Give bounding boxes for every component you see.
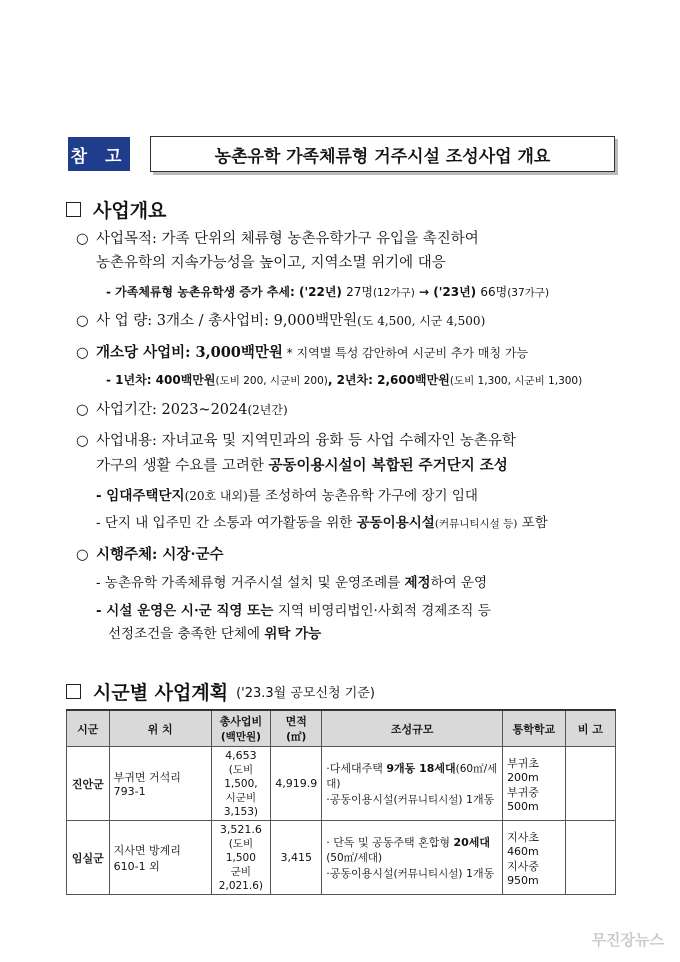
operator-subitem-management: - 시설 운영은 시·군 직영 또는 지역 비영리법인·사회적 경제조직 등 <box>96 603 491 619</box>
cell-location: 부귀면 거석리 793-1 <box>109 747 211 821</box>
cell-region: 진안군 <box>67 747 110 821</box>
header-budget: 총사업비 (백만원) <box>211 710 271 747</box>
trend-subitem: - 가족체류형 농촌유학생 증가 추세: ('22년) 27명(12가구) → ('23년) 66명(37가구) <box>106 285 550 299</box>
section-note: ('23.3월 공모신청 기준) <box>236 686 375 701</box>
cell-scale: · 단독 및 공동주택 혼합형 20세대(50㎡/세대) ·공동이용시설(커뮤니티시설) 1개동 <box>322 821 503 895</box>
cell-location: 지사면 방계리 610-1 외 <box>109 821 211 895</box>
cell-school: 지사초 460m 지사중 950m <box>503 821 566 895</box>
header-remark: 비 고 <box>565 710 615 747</box>
table-row <box>67 747 616 821</box>
operator-item: ○ 시행주체: 시장·군수 <box>76 546 224 563</box>
volume-item: ○ 사 업 량: 3개소 / 총사업비: 9,000백만원(도 4,500, 시군 4,500) <box>76 313 486 329</box>
checkbox-square-icon <box>66 684 81 699</box>
section-heading-text: 시군별 사업계획 <box>93 682 229 704</box>
content-subitem-facility: - 단지 내 입주민 간 소통과 여가활동을 위한 공동이용시설(커뮤니티시설 등) 포함 <box>96 515 548 531</box>
content-item-cont: 가구의 생활 수요를 고려한 공동이용시설이 복합된 주거단지 조성 <box>96 457 508 474</box>
content-item: ○ 사업내용: 자녀교육 및 지역민과의 융화 등 사업 수혜자인 농촌유학 <box>76 433 516 449</box>
section-heading-text: 사업개요 <box>93 200 167 222</box>
period-item: ○ 사업기간: 2023~2024(2년간) <box>76 402 288 418</box>
table-header-row <box>67 710 616 747</box>
reference-badge: 참 고 <box>68 137 130 171</box>
cell-school: 부귀초 200m 부귀중 500m <box>503 747 566 821</box>
cell-region: 임실군 <box>67 821 110 895</box>
purpose-item-cont: 농촌유학의 지속가능성을 높이고, 지역소멸 위기에 대응 <box>96 255 446 271</box>
header-area: 면적 (㎡) <box>271 710 322 747</box>
header-region: 시군 <box>67 710 110 747</box>
section-heading-overview <box>66 196 166 223</box>
cell-area: 4,919.9 <box>271 747 322 821</box>
table-row <box>67 821 616 895</box>
content-subitem-housing: - 임대주택단지(20호 내외)를 조성하여 농촌유학 가구에 장기 임대 <box>96 488 478 504</box>
cell-budget: 3,521.6 (도비 1,500 군비 2,021.6) <box>211 821 271 895</box>
operator-subitem-cont: 선정조건을 충족한 단체에 위탁 가능 <box>108 626 322 642</box>
yearly-budget-subitem: - 1년차: 400백만원(도비 200, 시군비 200), 2년차: 2,600백만원(도비 1,300, 시군비 1,300) <box>106 373 583 387</box>
header-location: 위 치 <box>109 710 211 747</box>
per-site-item: ○ 개소당 사업비: 3,000백만원 * 지역별 특성 감안하여 시군비 추가 매칭 가능 <box>76 344 529 361</box>
cell-area: 3,415 <box>271 821 322 895</box>
purpose-item: ○ 사업목적: 가족 단위의 체류형 농촌유학가구 유입을 촉진하여 <box>76 231 479 247</box>
cell-remark <box>565 821 615 895</box>
plan-table <box>66 709 616 895</box>
section-heading-plans <box>66 678 375 705</box>
watermark-logo: 무진장뉴스 <box>591 931 664 949</box>
cell-remark <box>565 747 615 821</box>
checkbox-square-icon <box>66 202 81 217</box>
cell-budget: 4,653 (도비 1,500, 시군비 3,153) <box>211 747 271 821</box>
header-school: 통학학교 <box>503 710 566 747</box>
header-scale: 조성규모 <box>322 710 503 747</box>
cell-scale: ·다세대주택 9개동 18세대(60㎡/세대) ·공동이용시설(커뮤니티시설) 1개동 <box>322 747 503 821</box>
operator-subitem-ordinance: - 농촌유학 가족체류형 거주시설 설치 및 운영조례를 제정하여 운영 <box>96 575 488 591</box>
document-title: 농촌유학 가족체류형 거주시설 조성사업 개요 <box>150 136 615 172</box>
